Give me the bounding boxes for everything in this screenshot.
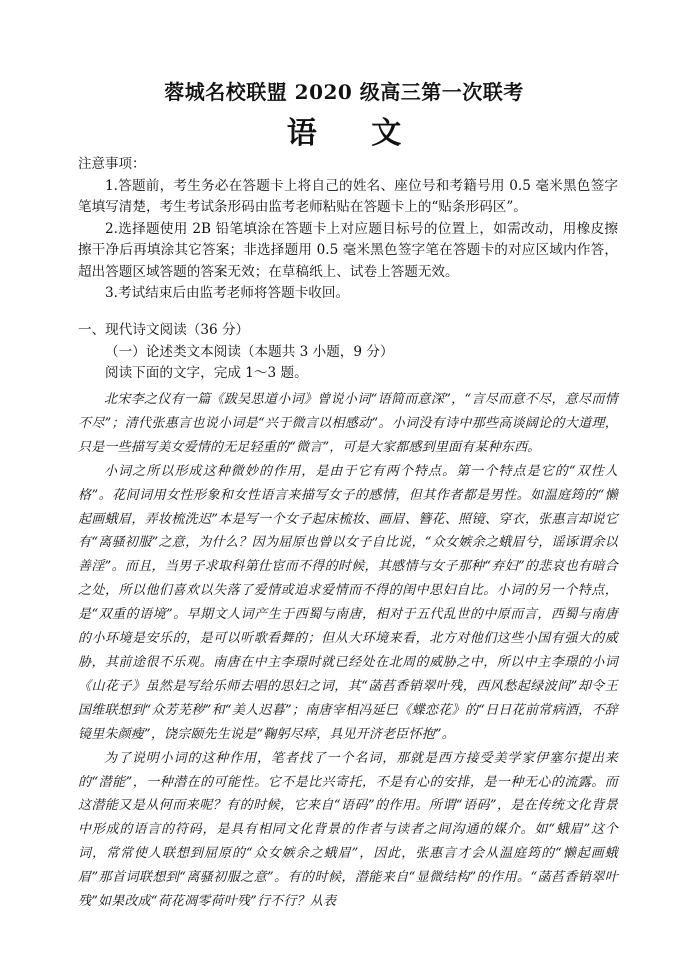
notice-block [78,154,618,305]
passage-paragraph-2: 小词之所以形成这种微妙的作用，是由于它有两个特点。第一个特点是它的“双性人格”。花间词用女性形象和女性语言来描写女子的感情，但其作者都是男性。如温庭筠的“懒起画蛾眉，弄妆梳洗迟”本是写一个女子起床梳妆、画眉、簪花、照镜、穿衣，张惠言却说它有“离骚初服”之意，为什么？因为屈原也曾以女子自比说，“众女嫉余之蛾眉兮，谣诼谓余以善淫”。而且，当男子求取科第仕宦而不得的时候，其感情与女子那种“弃妇”的悲哀也有暗合之处，所以他们喜欢以失落了爱情或追求爱情而不得的闺中思妇自比。小词的另一个特点，是“双重的语境”。早期文人词产生于西蜀与南唐，相对于五代乱世的中原而言，西蜀与南唐的小环境是安乐的，是可以听歌看舞的；但从大环境来看，北方对他们这些小国有强大的威胁，其前途很不乐观。南唐在中主李璟时就已经处在北周的威胁之中，所以中主李璟的小词《山花子》虽然是写给乐师去唱的思妇之词，其“菡萏香销翠叶残，西风愁起绿波间”却令王国维联想到“众芳芜秽”和“美人迟暮”；南唐宰相冯延巳《蝶恋花》的“日日花前常病酒，不辞镜里朱颜瘦”，饶宗颐先生说是“鞠躬尽瘁，具见开济老臣怀抱”。 [78,463,618,742]
passage-paragraph-1: 北宋李之仪有一篇《跋吴思道小词》曾说小词“语简而意深”，“言尽而意不尽，意尽而情不尽”；清代张惠言也说小词是“兴于微言以相感动”。小词没有诗中那些高谈阔论的大道理，只是一些描写美女爱情的无足轻重的“微言”，可是大家都感到里面有某种东西。 [78,392,618,455]
notice-item-1: 1.答题前，考生务必在答题卡上将自己的姓名、座位号和考籍号用 0.5 毫米黑色签字笔填写清楚，考生考试条形码由监考老师粘贴在答题卡上的“贴条形码区”。 [78,177,618,215]
notice-item-3: 3.考试结束后由监考老师将答题卡收回。 [105,285,350,301]
section-block [78,320,618,385]
sub-section-heading: （一）论述类文本阅读（本题共 3 小题，9 分） [105,343,394,360]
exam-title: 蓉城名校联盟 2020 级高三第一次联考 [164,80,524,104]
section-heading: 一、现代诗文阅读（36 分） [78,322,250,338]
reading-instruction: 阅读下面的文字，完成 1～3 题。 [105,365,308,381]
passage-paragraph-3: 为了说明小词的这种作用，笔者找了一个名词，那就是西方接受美学家伊塞尔提出来的“潜能”，一种潜在的可能性。它不是比兴寄托，不是有心的安排，是一种无心的流露。而这潜能又是从何而来呢？有的时候，它来自“语码”的作用。所谓“语码”，是在传统文化背景中形成的语言的符码，是具有相同文化背景的作者与读者之间沟通的媒介。如“蛾眉”这个词，常常使人联想到屈原的“众女嫉余之蛾眉”，因此，张惠言才会从温庭筠的“懒起画蛾眉”那首词联想到“离骚初服之意”。有的时候，潜能来自“显微结构”的作用。“菡萏香销翠叶残”如果改成“荷花凋零荷叶残”行不行？从表 [78,750,618,910]
subject-title: 语 文 [286,116,424,151]
reading-passage [78,388,618,914]
notice-heading: 注意事项： [78,156,146,172]
notice-item-2: 2.选择题使用 2B 铅笔填涂在答题卡上对应题目标号的位置上，如需改动，用橡皮擦擦干净后再填涂其它答案；非选择题用 0.5 毫米黑色签字笔在答题卡的对应区域内作答，超出答题区域答题的答案无效；在草稿纸上、试卷上答题无效。 [78,220,618,280]
